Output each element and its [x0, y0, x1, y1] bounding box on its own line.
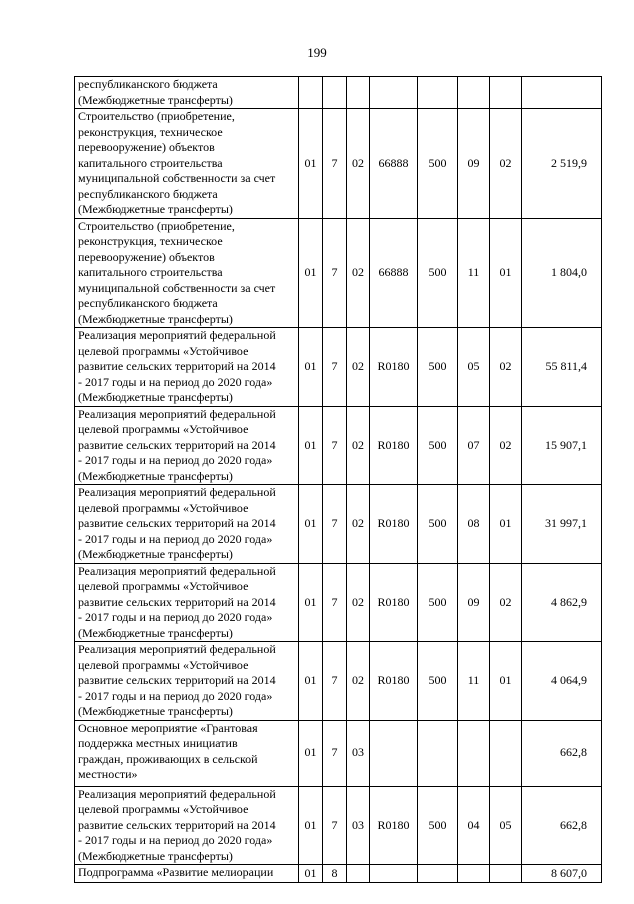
code-subsection-cell: [490, 720, 522, 786]
row-name-line: целевой программы «Устойчивое: [78, 657, 249, 672]
row-name-line: перевооружение) объектов: [78, 140, 215, 154]
code-expense-type-cell: 500: [418, 485, 458, 564]
row-name-line: Реализация мероприятий федеральной: [78, 328, 276, 342]
row-name-line: перевооружение) объектов: [78, 249, 215, 264]
code-direction-cell: [370, 720, 418, 786]
code-subprogram-cell: 02: [347, 563, 370, 642]
row-name-line: (Межбюджетные трансферты): [78, 311, 233, 326]
row-name-line: - 2017 годы и на период до 2020 года»: [78, 531, 273, 546]
row-name-line: - 2017 годы и на период до 2020 года»: [78, 374, 273, 389]
code-subprogram-cell: 02: [347, 218, 370, 328]
code-direction-cell: [370, 865, 418, 883]
code-program-cell: 7: [323, 218, 347, 328]
row-name-line: муниципальной собственности за счет: [78, 171, 276, 185]
row-name-cell: [75, 218, 299, 328]
code-ministry-cell: 01: [299, 865, 323, 883]
code-ministry-cell: 01: [299, 563, 323, 642]
table-row: [75, 109, 602, 219]
row-name-line: Реализация мероприятий федеральной: [78, 642, 276, 656]
row-name-line: реконструкция, техническое: [78, 234, 223, 248]
page-number: 199: [307, 45, 327, 60]
code-subprogram-cell: [347, 865, 370, 883]
row-name-line: - 2017 годы и на период до 2020 года»: [78, 453, 273, 467]
code-program-cell: 7: [323, 720, 347, 786]
row-name-line: (Межбюджетные трансферты): [78, 202, 233, 216]
row-name-cell: [75, 786, 299, 865]
amount-cell: 662,8: [522, 786, 602, 865]
row-name-line: республиканского бюджета: [78, 77, 218, 91]
row-name-line: Основное мероприятие «Грантовая: [78, 720, 258, 735]
code-expense-type-cell: [418, 77, 458, 109]
code-ministry-cell: 01: [299, 720, 323, 786]
table-row: [75, 720, 602, 786]
row-name-line: целевой программы «Устойчивое: [78, 343, 249, 358]
code-subsection-cell: 01: [490, 642, 522, 721]
row-name-line: - 2017 годы и на период до 2020 года»: [78, 610, 273, 624]
code-section-cell: 09: [458, 109, 490, 219]
code-ministry-cell: 01: [299, 218, 323, 328]
row-name-line: (Межбюджетные трансферты): [78, 468, 233, 483]
row-name-line: развитие сельских территорий на 2014: [78, 594, 276, 609]
code-subsection-cell: 02: [490, 406, 522, 485]
code-direction-cell: 66888: [370, 218, 418, 328]
row-name-cell: [75, 328, 299, 407]
code-ministry-cell: 01: [299, 109, 323, 219]
code-ministry-cell: 01: [299, 328, 323, 407]
row-name-cell: [75, 77, 299, 109]
code-expense-type-cell: [418, 865, 458, 883]
code-section-cell: 11: [458, 642, 490, 721]
row-name-line: развитие сельских территорий на 2014: [78, 817, 276, 832]
code-section-cell: 09: [458, 563, 490, 642]
code-ministry-cell: 01: [299, 642, 323, 721]
row-name-line: развитие сельских территорий на 2014: [78, 516, 276, 530]
code-section-cell: [458, 865, 490, 883]
row-name-line: Реализация мероприятий федеральной: [78, 563, 276, 578]
row-name-line: (Межбюджетные трансферты): [78, 390, 233, 404]
code-direction-cell: R0180: [370, 786, 418, 865]
code-program-cell: 7: [323, 786, 347, 865]
row-name-line: (Межбюджетные трансферты): [78, 848, 233, 863]
code-expense-type-cell: 500: [418, 642, 458, 721]
code-program-cell: 8: [323, 865, 347, 883]
amount-cell: 4 862,9: [522, 563, 602, 642]
code-expense-type-cell: 500: [418, 109, 458, 219]
code-program-cell: [323, 77, 347, 109]
code-subprogram-cell: 02: [347, 109, 370, 219]
row-name-line: Строительство (приобретение,: [78, 109, 235, 123]
table-row: [75, 485, 602, 564]
table-row: [75, 563, 602, 642]
table-row: [75, 865, 602, 883]
row-name-line: муниципальной собственности за счет: [78, 280, 276, 295]
code-subsection-cell: 01: [490, 218, 522, 328]
row-name-line: Реализация мероприятий федеральной: [78, 786, 276, 801]
row-name-line: республиканского бюджета: [78, 186, 218, 201]
code-program-cell: 7: [323, 328, 347, 407]
code-section-cell: 05: [458, 328, 490, 407]
row-name-line: (Межбюджетные трансферты): [78, 704, 233, 718]
code-subprogram-cell: 03: [347, 720, 370, 786]
code-direction-cell: R0180: [370, 642, 418, 721]
code-direction-cell: 66888: [370, 109, 418, 219]
row-name-cell: [75, 642, 299, 721]
row-name-cell: [75, 406, 299, 485]
code-ministry-cell: 01: [299, 485, 323, 564]
table-row: [75, 786, 602, 865]
amount-cell: 1 804,0: [522, 218, 602, 328]
code-subsection-cell: 02: [490, 109, 522, 219]
table-row: [75, 77, 602, 109]
code-subsection-cell: 01: [490, 485, 522, 564]
row-name-line: Строительство (приобретение,: [78, 218, 235, 233]
code-program-cell: 7: [323, 642, 347, 721]
row-name-line: развитие сельских территорий на 2014: [78, 673, 276, 687]
row-name-line: (Межбюджетные трансферты): [78, 547, 233, 561]
amount-cell: 55 811,4: [522, 328, 602, 407]
row-name-line: Реализация мероприятий федеральной: [78, 406, 276, 421]
row-name-line: - 2017 годы и на период до 2020 года»: [78, 688, 273, 703]
code-subprogram-cell: 02: [347, 406, 370, 485]
code-expense-type-cell: [418, 720, 458, 786]
row-name-line: Реализация мероприятий федеральной: [78, 485, 276, 499]
table-row: [75, 406, 602, 485]
code-section-cell: 04: [458, 786, 490, 865]
table-row: [75, 218, 602, 328]
code-expense-type-cell: 500: [418, 786, 458, 865]
code-subprogram-cell: 02: [347, 328, 370, 407]
code-subsection-cell: 02: [490, 328, 522, 407]
row-name-line: целевой программы «Устойчивое: [78, 422, 249, 436]
row-name-line: местности»: [78, 767, 138, 781]
row-name-line: капитального строительства: [78, 265, 223, 279]
row-name-cell: [75, 485, 299, 564]
code-direction-cell: R0180: [370, 563, 418, 642]
code-subsection-cell: [490, 77, 522, 109]
code-section-cell: 11: [458, 218, 490, 328]
code-section-cell: [458, 720, 490, 786]
code-ministry-cell: 01: [299, 406, 323, 485]
code-section-cell: 08: [458, 485, 490, 564]
code-program-cell: 7: [323, 563, 347, 642]
code-program-cell: 7: [323, 485, 347, 564]
code-direction-cell: R0180: [370, 485, 418, 564]
amount-cell: 31 997,1: [522, 485, 602, 564]
code-subsection-cell: 05: [490, 786, 522, 865]
code-subsection-cell: 02: [490, 563, 522, 642]
row-name-line: поддержка местных инициатив: [78, 736, 238, 750]
row-name-cell: [75, 720, 299, 786]
budget-table: [74, 76, 602, 883]
code-section-cell: 07: [458, 406, 490, 485]
code-ministry-cell: [299, 77, 323, 109]
amount-cell: 8 607,0: [522, 865, 602, 883]
code-section-cell: [458, 77, 490, 109]
code-program-cell: 7: [323, 109, 347, 219]
table-row: [75, 328, 602, 407]
code-direction-cell: [370, 77, 418, 109]
row-name-line: целевой программы «Устойчивое: [78, 579, 249, 593]
row-name-cell: [75, 865, 299, 883]
row-name-cell: [75, 109, 299, 219]
code-subprogram-cell: 03: [347, 786, 370, 865]
code-subprogram-cell: [347, 77, 370, 109]
row-name-line: капитального строительства: [78, 155, 223, 170]
row-name-line: граждан, проживающих в сельской: [78, 751, 258, 766]
amount-cell: [522, 77, 602, 109]
row-name-line: (Межбюджетные трансферты): [78, 625, 233, 640]
row-name-line: целевой программы «Устойчивое: [78, 802, 249, 816]
row-name-line: развитие сельских территорий на 2014: [78, 437, 276, 452]
code-direction-cell: R0180: [370, 406, 418, 485]
amount-cell: 662,8: [522, 720, 602, 786]
row-name-cell: [75, 563, 299, 642]
row-name-line: республиканского бюджета: [78, 296, 218, 310]
table-row: [75, 642, 602, 721]
code-expense-type-cell: 500: [418, 563, 458, 642]
code-program-cell: 7: [323, 406, 347, 485]
amount-cell: 15 907,1: [522, 406, 602, 485]
code-direction-cell: R0180: [370, 328, 418, 407]
amount-cell: 4 064,9: [522, 642, 602, 721]
row-name-line: (Межбюджетные трансферты): [78, 92, 233, 107]
code-expense-type-cell: 500: [418, 328, 458, 407]
code-ministry-cell: 01: [299, 786, 323, 865]
code-expense-type-cell: 500: [418, 218, 458, 328]
code-expense-type-cell: 500: [418, 406, 458, 485]
row-name-line: реконструкция, техническое: [78, 124, 223, 139]
code-subprogram-cell: 02: [347, 642, 370, 721]
code-subsection-cell: [490, 865, 522, 883]
row-name-line: Подпрограмма «Развитие мелиорации: [78, 865, 274, 879]
row-name-line: - 2017 годы и на период до 2020 года»: [78, 833, 273, 847]
code-subprogram-cell: 02: [347, 485, 370, 564]
amount-cell: 2 519,9: [522, 109, 602, 219]
row-name-line: целевой программы «Устойчивое: [78, 500, 249, 515]
row-name-line: развитие сельских территорий на 2014: [78, 359, 276, 373]
